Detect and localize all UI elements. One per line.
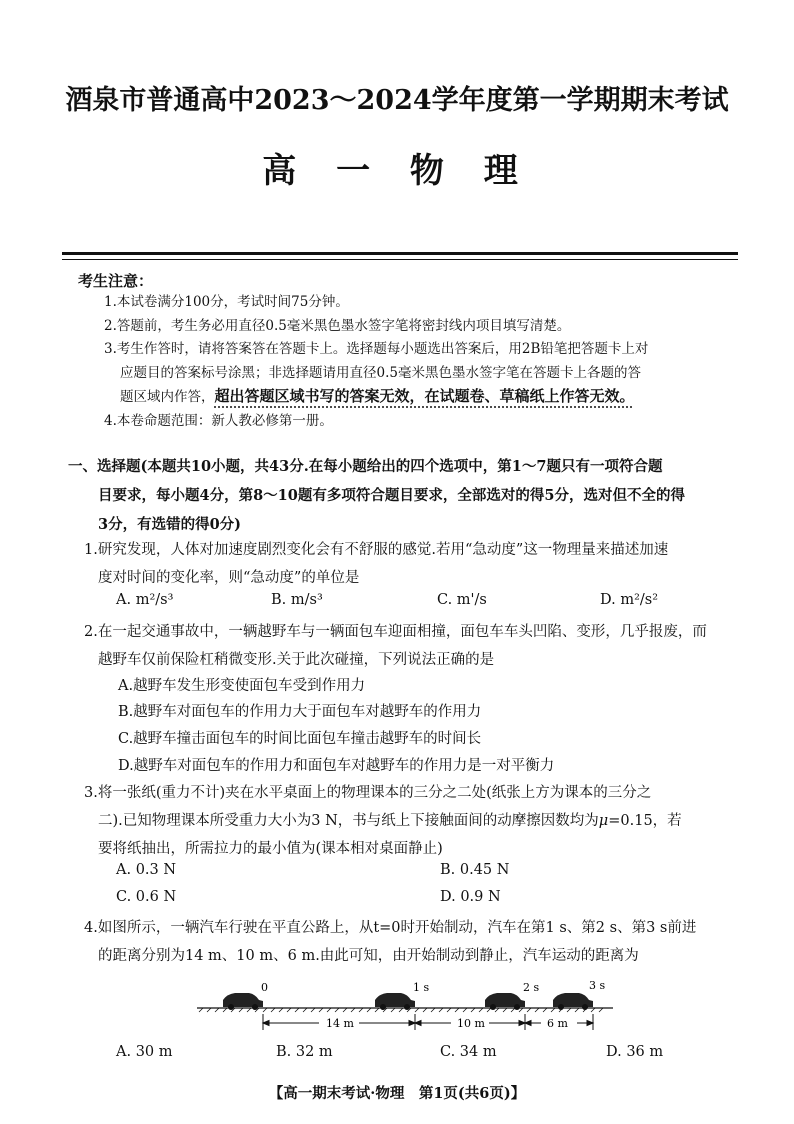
distance-arrows xyxy=(263,1021,593,1026)
page-footer: 【高一期末考试·物理 第1页(共6页)】 xyxy=(268,1085,526,1102)
question-3-line-2-text: 二).已知物理课本所受重力大小为3 N，书与纸上下接触面间的动摩擦因数均为 xyxy=(98,813,599,829)
question-4-line-1: 4.如图所示，一辆汽车行驶在平直公路上，从t=0时开始制动，汽车在第1 s、第2 s、第3 s前进 xyxy=(84,920,697,936)
question-2-option-a: A.越野车发生形变使面包车受到作用力 xyxy=(118,678,366,694)
question-1-line-1: 1.研究发现，人体对加速度剧烈变化会有不舒服的感觉.若用“急动度”这一物理量来描述加速 xyxy=(84,542,669,558)
question-1-option-d: D. m²/s² xyxy=(600,592,659,608)
question-1-line-2: 度对时间的变化率，则“急动度”的单位是 xyxy=(98,570,360,586)
subject-title: 高 一 物 理 xyxy=(262,151,532,191)
friction-coefficient-symbol: μ xyxy=(598,813,609,829)
notice-item-2: 2.答题前，考生务必用直径0.5毫米黑色墨水签字笔将密封线内项目填写清楚。 xyxy=(104,317,571,334)
notice-item-1: 1.本试卷满分100分，考试时间75分钟。 xyxy=(104,294,349,310)
braking-car-figure xyxy=(195,978,615,1034)
notice-item-4: 4.本卷命题范围：新人教必修第一册。 xyxy=(104,412,333,429)
section-one-line-1: 一、选择题(本题共10小题，共43分.在每小题给出的四个选项中，第1～7题只有一项符合题 xyxy=(68,458,663,475)
question-1-option-c: C. m'/s xyxy=(437,592,487,608)
notice-item-3-line-3 xyxy=(104,385,744,410)
question-4-option-c: C. 34 m xyxy=(440,1044,497,1060)
question-4-option-a: A. 30 m xyxy=(116,1044,173,1060)
notice-list xyxy=(104,291,744,433)
notice-item-3-line-2: 应题目的答案标号涂黑；非选择题请用直径0.5毫米黑色墨水签字笔在答题卡上各题的答 xyxy=(120,364,641,381)
time-label-3s: 3 s xyxy=(589,979,606,992)
section-one-line-2: 目要求，每小题4分，第8～10题有多项符合题目要求，全部选对的得5分，选对但不全的得 xyxy=(98,487,685,504)
question-2-line-1: 2.在一起交通事故中，一辆越野车与一辆面包车迎面相撞，面包车车头凹陷、变形，几乎报废，而 xyxy=(84,624,707,640)
section-one-line-3: 3分，有选错的得0分) xyxy=(98,516,242,533)
question-3-option-b: B. 0.45 N xyxy=(440,862,510,878)
question-3-line-2 xyxy=(84,807,744,835)
question-1-option-b: B. m/s³ xyxy=(271,592,323,608)
header-rule-thick xyxy=(62,252,738,255)
distance-label-10m: 10 m xyxy=(457,1017,485,1030)
question-3-option-c: C. 0.6 N xyxy=(116,889,177,905)
question-3-line-2-value: =0.15，若 xyxy=(608,813,682,829)
question-4 xyxy=(84,914,744,970)
question-2-option-d: D.越野车对面包车的作用力和面包车对越野车的作用力是一对平衡力 xyxy=(118,758,555,774)
question-4-option-b: B. 32 m xyxy=(276,1044,333,1060)
question-3-line-1: 3.将一张纸(重力不计)夹在水平桌面上的物理课本的三分之二处(纸张上方为课本的三分之 xyxy=(84,785,652,801)
time-label-2s: 2 s xyxy=(523,981,540,994)
question-3-line-3: 要将纸抽出，所需拉力的最小值为(课本相对桌面静止) xyxy=(98,841,443,857)
notice-heading: 考生注意： xyxy=(78,272,154,290)
section-one-instructions xyxy=(68,452,748,539)
question-2-line-2: 越野车仅前保险杠稍微变形.关于此次碰撞，下列说法正确的是 xyxy=(98,652,495,668)
question-3-option-a: A. 0.3 N xyxy=(116,862,177,878)
question-2-option-b: B.越野车对面包车的作用力大于面包车对越野车的作用力 xyxy=(118,704,482,720)
notice-warning-emphasis: 超出答题区域书写的答案无效，在试题卷、草稿纸上作答无效。 xyxy=(214,387,635,405)
question-2 xyxy=(84,618,744,674)
time-label-0: 0 xyxy=(261,981,268,994)
question-1-option-a: A. m²/s³ xyxy=(116,592,174,608)
question-1 xyxy=(84,536,744,592)
question-4-option-d: D. 36 m xyxy=(606,1044,664,1060)
interval-ticks xyxy=(263,1014,593,1030)
exam-title: 酒泉市普通高中2023～2024学年度第一学期期末考试 xyxy=(65,85,729,116)
question-2-option-c: C.越野车撞击面包车的时间比面包车撞击越野车的时间长 xyxy=(118,731,482,747)
distance-label-6m: 6 m xyxy=(547,1017,568,1030)
notice-item-3-text: 题区域内作答， xyxy=(120,389,215,405)
time-label-1s: 1 s xyxy=(413,981,430,994)
distance-label-14m: 14 m xyxy=(326,1017,354,1030)
question-4-line-2: 的距离分别为14 m、10 m、6 m.由此可知，由开始制动到静止，汽车运动的距离为 xyxy=(98,948,639,964)
notice-item-3-line-1: 3.考生作答时，请将答案答在答题卡上。选择题每小题选出答案后，用2B铅笔把答题卡上对 xyxy=(104,341,649,357)
question-3-option-d: D. 0.9 N xyxy=(440,889,501,905)
header-rule-thin xyxy=(62,259,738,260)
question-3 xyxy=(84,779,744,863)
